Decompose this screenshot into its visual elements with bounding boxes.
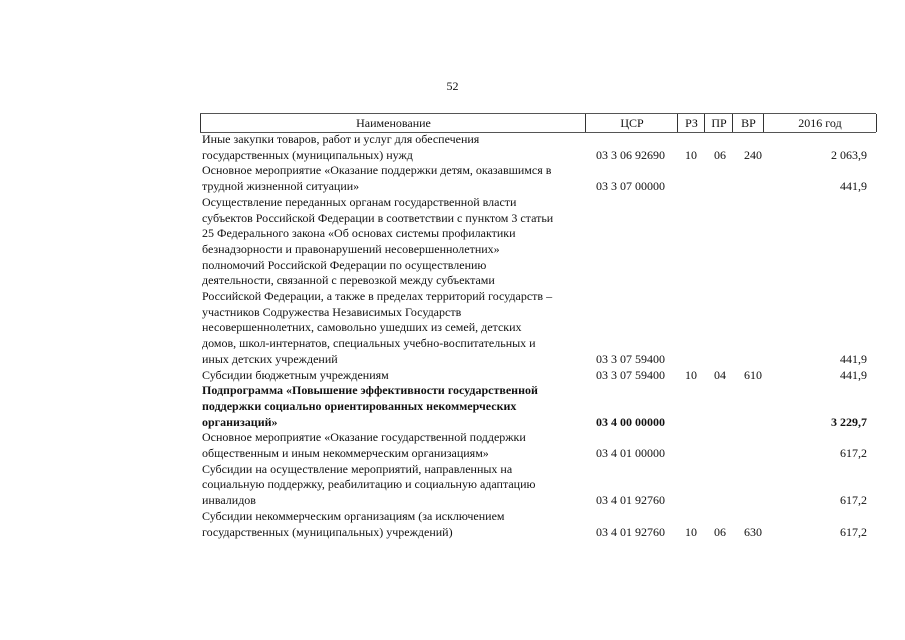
row-vr: 630 xyxy=(744,524,762,539)
row-name xyxy=(202,132,594,163)
row-pr: 06 xyxy=(714,524,726,539)
row-amount: 3 229,7 xyxy=(831,414,867,429)
row-csr: 03 4 00 00000 xyxy=(596,414,665,429)
row-vr: 240 xyxy=(744,147,762,162)
row-name xyxy=(202,195,594,368)
table-row xyxy=(0,132,905,163)
row-name-line: субъектов Российской Федерации в соответствии с пунктом 3 статьи xyxy=(202,210,554,225)
row-name-line: трудной жизненной ситуации» xyxy=(202,179,360,194)
header-vr: ВР xyxy=(732,114,764,132)
row-amount: 2 063,9 xyxy=(831,147,867,162)
row-name-line: Субсидии на осуществление мероприятий, направленных на xyxy=(202,461,513,476)
table-row xyxy=(0,195,905,368)
row-pr: 04 xyxy=(714,367,726,382)
table-row xyxy=(0,163,905,194)
table-header xyxy=(200,113,876,133)
row-amount: 441,9 xyxy=(840,367,867,382)
row-name-line: Основное мероприятие «Оказание поддержки детям, оказавшимся в xyxy=(202,163,552,178)
row-name-line: Субсидии бюджетным учреждениям xyxy=(202,367,389,382)
row-name-line: Осуществление переданных органам государственной власти xyxy=(202,194,517,209)
row-name xyxy=(202,368,594,384)
row-name xyxy=(202,509,594,540)
header-pr: ПР xyxy=(704,114,733,132)
row-csr: 03 4 01 00000 xyxy=(596,446,665,461)
row-rz: 10 xyxy=(685,367,697,382)
row-vr: 610 xyxy=(744,367,762,382)
row-name-line: общественным и иным некоммерческим организациям» xyxy=(202,446,489,461)
row-name xyxy=(202,163,594,194)
row-csr: 03 4 01 92760 xyxy=(596,493,665,508)
row-name-line: Подпрограмма «Повышение эффективности государственной xyxy=(202,383,538,398)
row-name-line: участников Содружества Независимых Государств xyxy=(202,304,462,319)
table-row xyxy=(0,509,905,540)
row-name-line: поддержки социально ориентированных некоммерческих xyxy=(202,398,517,413)
row-csr: 03 3 06 92690 xyxy=(596,147,665,162)
row-amount: 617,2 xyxy=(840,446,867,461)
row-name-line: полномочий Российской Федерации по осуществлению xyxy=(202,257,487,272)
row-name-line: Иные закупки товаров, работ и услуг для обеспечения xyxy=(202,132,480,146)
row-amount: 617,2 xyxy=(840,524,867,539)
table-body xyxy=(0,132,905,540)
row-name-line: 25 Федерального закона «Об основах системы профилактики xyxy=(202,226,516,241)
row-amount: 441,9 xyxy=(840,179,867,194)
row-name-line: Российской Федерации, а также в пределах территорий государств – xyxy=(202,289,553,304)
row-name xyxy=(202,430,594,461)
row-amount: 617,2 xyxy=(840,493,867,508)
row-pr: 06 xyxy=(714,147,726,162)
row-name-line: безнадзорности и правонарушений несовершеннолетних» xyxy=(202,241,500,256)
header-name: Наименование xyxy=(200,114,586,132)
row-name xyxy=(202,383,594,430)
row-name-line: несовершеннолетних, самовольно ушедших из семей, детских xyxy=(202,320,522,335)
row-rz: 10 xyxy=(685,147,697,162)
header-csr: ЦСР xyxy=(585,114,678,132)
table-row xyxy=(0,430,905,461)
row-name-line: домов, школ-интернатов, специальных учебно-воспитательных и xyxy=(202,336,536,351)
row-name-line: организаций» xyxy=(202,414,278,429)
header-amount: 2016 год xyxy=(763,114,877,132)
row-csr: 03 3 07 59400 xyxy=(596,367,665,382)
row-rz: 10 xyxy=(685,524,697,539)
table-row xyxy=(0,368,905,384)
row-name-line: инвалидов xyxy=(202,493,256,508)
row-name-line: государственных (муниципальных) нужд xyxy=(202,147,413,162)
row-csr: 03 4 01 92760 xyxy=(596,524,665,539)
row-csr: 03 3 07 59400 xyxy=(596,351,665,366)
row-name-line: государственных (муниципальных) учреждений) xyxy=(202,524,453,539)
row-amount: 441,9 xyxy=(840,351,867,366)
page-number: 52 xyxy=(446,79,459,93)
row-name-line: Субсидии некоммерческим организациям (за исключением xyxy=(202,508,505,523)
row-csr: 03 3 07 00000 xyxy=(596,179,665,194)
row-name-line: социальную поддержку, реабилитацию и социальную адаптацию xyxy=(202,477,536,492)
row-name-line: иных детских учреждений xyxy=(202,351,338,366)
header-rz: РЗ xyxy=(677,114,705,132)
table-row xyxy=(0,462,905,509)
table-row xyxy=(0,383,905,430)
row-name-line: Основное мероприятие «Оказание государственной поддержки xyxy=(202,430,526,445)
row-name-line: деятельности, связанной с перевозкой между субъектами xyxy=(202,273,495,288)
row-name xyxy=(202,462,594,509)
